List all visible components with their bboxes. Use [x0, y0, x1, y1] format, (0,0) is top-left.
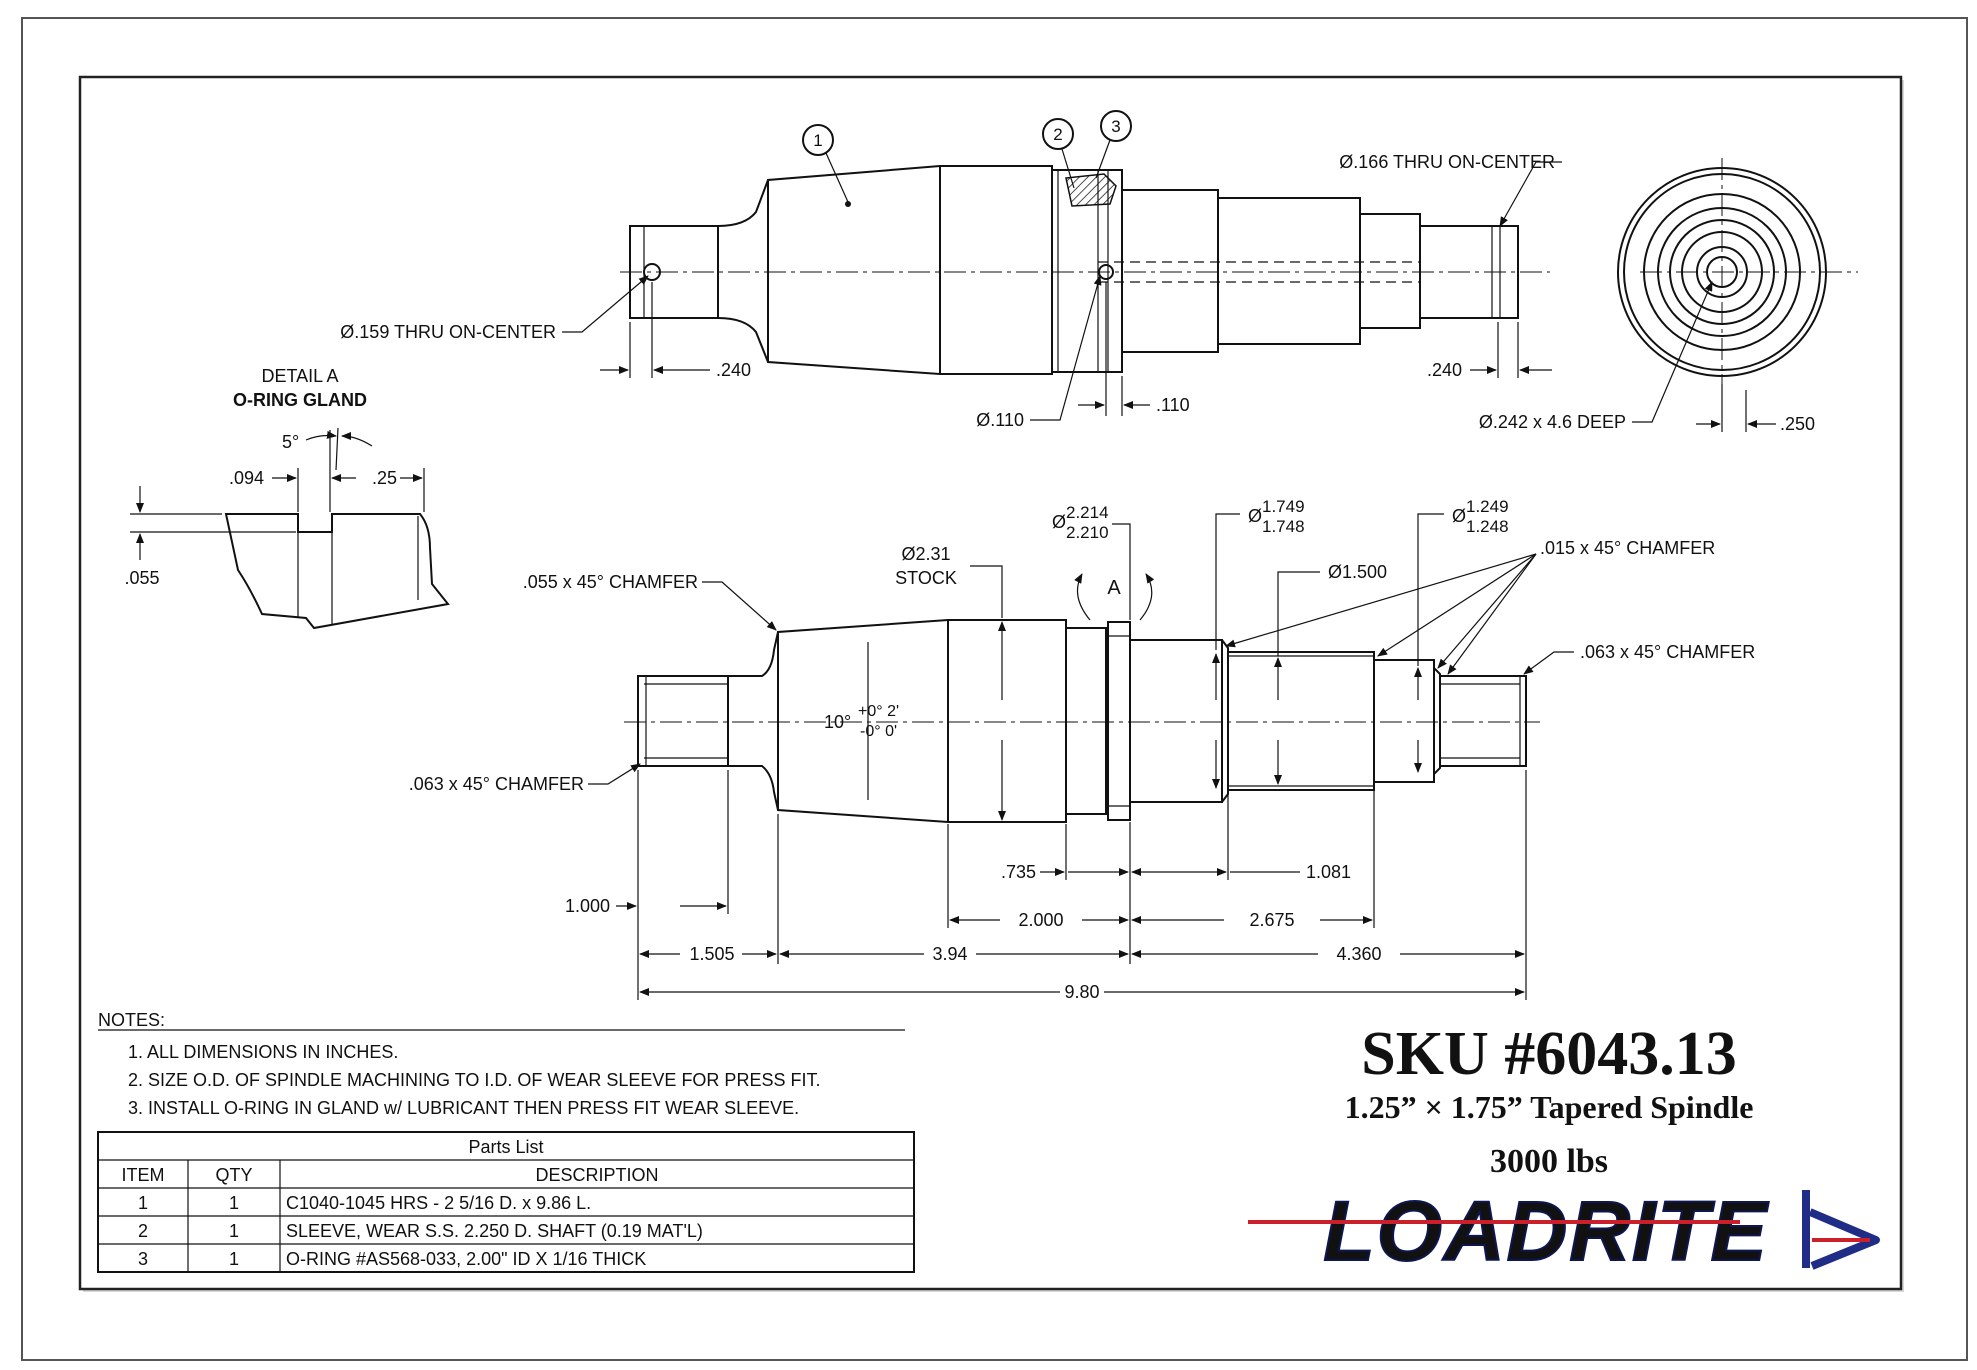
taper-tol-upper: +0° 2' [858, 703, 900, 720]
dia-c: Ø1.500 [1328, 562, 1388, 582]
parts-list-title: Parts List [468, 1137, 544, 1157]
dia-b-prefix: Ø [1248, 506, 1263, 526]
product-title: 1.25” × 1.75” Tapered Spindle [1344, 1089, 1754, 1125]
dim-hole-pos: .110 [1156, 395, 1190, 415]
parts-col-item: ITEM [121, 1165, 165, 1185]
end-offset-label: .250 [1780, 414, 1816, 434]
dim-735: .735 [1000, 862, 1036, 882]
dim-2675: 2.675 [1249, 910, 1295, 930]
parts-row-1-qty: 1 [228, 1193, 240, 1213]
chamfer-steps: .015 x 45° CHAMFER [1540, 538, 1716, 558]
parts-row-3-qty: 1 [228, 1249, 240, 1269]
note-1: 1. ALL DIMENSIONS IN INCHES. [128, 1042, 399, 1062]
logo-wordmark: LOADRITE [1323, 1184, 1769, 1278]
sku-title: SKU #6043.13 [1361, 1020, 1737, 1088]
end-bore-label: Ø.242 x 4.6 DEEP [1478, 412, 1626, 432]
balloon-2: 2 [1053, 125, 1063, 144]
parts-col-qty: QTY [215, 1165, 253, 1185]
dim-980: 9.80 [1064, 982, 1100, 1002]
balloon-3: 3 [1111, 117, 1121, 136]
stock-dia: Ø2.31 [901, 544, 951, 564]
parts-row-2-desc: SLEEVE, WEAR S.S. 2.250 D. SHAFT (0.19 MAT'L) [286, 1221, 703, 1241]
dim-right-240: .240 [1426, 360, 1462, 380]
detail-title: DETAIL A [261, 366, 339, 386]
stock-label: STOCK [895, 568, 957, 588]
balloon-1: 1 [813, 131, 823, 150]
dim-left-240: .240 [716, 360, 752, 380]
dia-b-lower: 1.748 [1262, 517, 1305, 536]
dim-2000: 2.000 [1018, 910, 1064, 930]
chamfer-left-end: .063 x 45° CHAMFER [408, 774, 584, 794]
note-2: 2. SIZE O.D. OF SPINDLE MACHINING TO I.D. OF WEAR SLEEVE FOR PRESS FIT. [128, 1070, 821, 1090]
taper-angle: 10° [824, 712, 852, 732]
detail-ref: A [1107, 577, 1121, 599]
parts-row-2-item: 2 [137, 1221, 149, 1241]
parts-col-description: DESCRIPTION [535, 1165, 659, 1185]
detail-angle: 5° [282, 432, 300, 452]
parts-row-1-desc: C1040-1045 HRS - 2 5/16 D. x 9.86 L. [286, 1193, 592, 1213]
dim-394: 3.94 [932, 944, 968, 964]
dim-1081: 1.081 [1306, 862, 1352, 882]
taper-tol-lower: -0° 0' [860, 723, 898, 740]
detail-width: .094 [228, 468, 264, 488]
dim-4360: 4.360 [1336, 944, 1382, 964]
dia-a-lower: 2.210 [1066, 523, 1109, 542]
chamfer-shoulder: .055 x 45° CHAMFER [522, 572, 698, 592]
dia-d-upper: 1.249 [1466, 497, 1509, 516]
chamfer-right-end: .063 x 45° CHAMFER [1580, 642, 1756, 662]
dia-d-prefix: Ø [1452, 506, 1467, 526]
dim-1000: 1.000 [564, 896, 610, 916]
detail-subtitle: O-RING GLAND [233, 390, 367, 410]
dim-1505: 1.505 [689, 944, 735, 964]
notes-heading: NOTES: [98, 1010, 166, 1030]
capacity-title: 3000 lbs [1489, 1143, 1609, 1180]
detail-offset: .25 [372, 468, 398, 488]
parts-row-2-qty: 1 [228, 1221, 240, 1241]
hole-right-label: Ø.166 THRU ON-CENTER [1339, 152, 1555, 172]
detail-depth: .055 [124, 568, 160, 588]
parts-row-3-desc: O-RING #AS568-033, 2.00" ID X 1/16 THICK [286, 1249, 647, 1269]
hole-left-label: Ø.159 THRU ON-CENTER [340, 322, 556, 342]
parts-row-3-item: 3 [137, 1249, 149, 1269]
dia-d-lower: 1.248 [1466, 517, 1509, 536]
note-3: 3. INSTALL O-RING IN GLAND w/ LUBRICANT THEN PRESS FIT WEAR SLEEVE. [128, 1098, 800, 1118]
parts-row-1-item: 1 [137, 1193, 149, 1213]
dim-hole-dia: Ø.110 [976, 410, 1024, 430]
dia-a-prefix: Ø [1052, 512, 1067, 532]
dia-a-upper: 2.214 [1066, 503, 1109, 522]
dia-b-upper: 1.749 [1262, 497, 1305, 516]
